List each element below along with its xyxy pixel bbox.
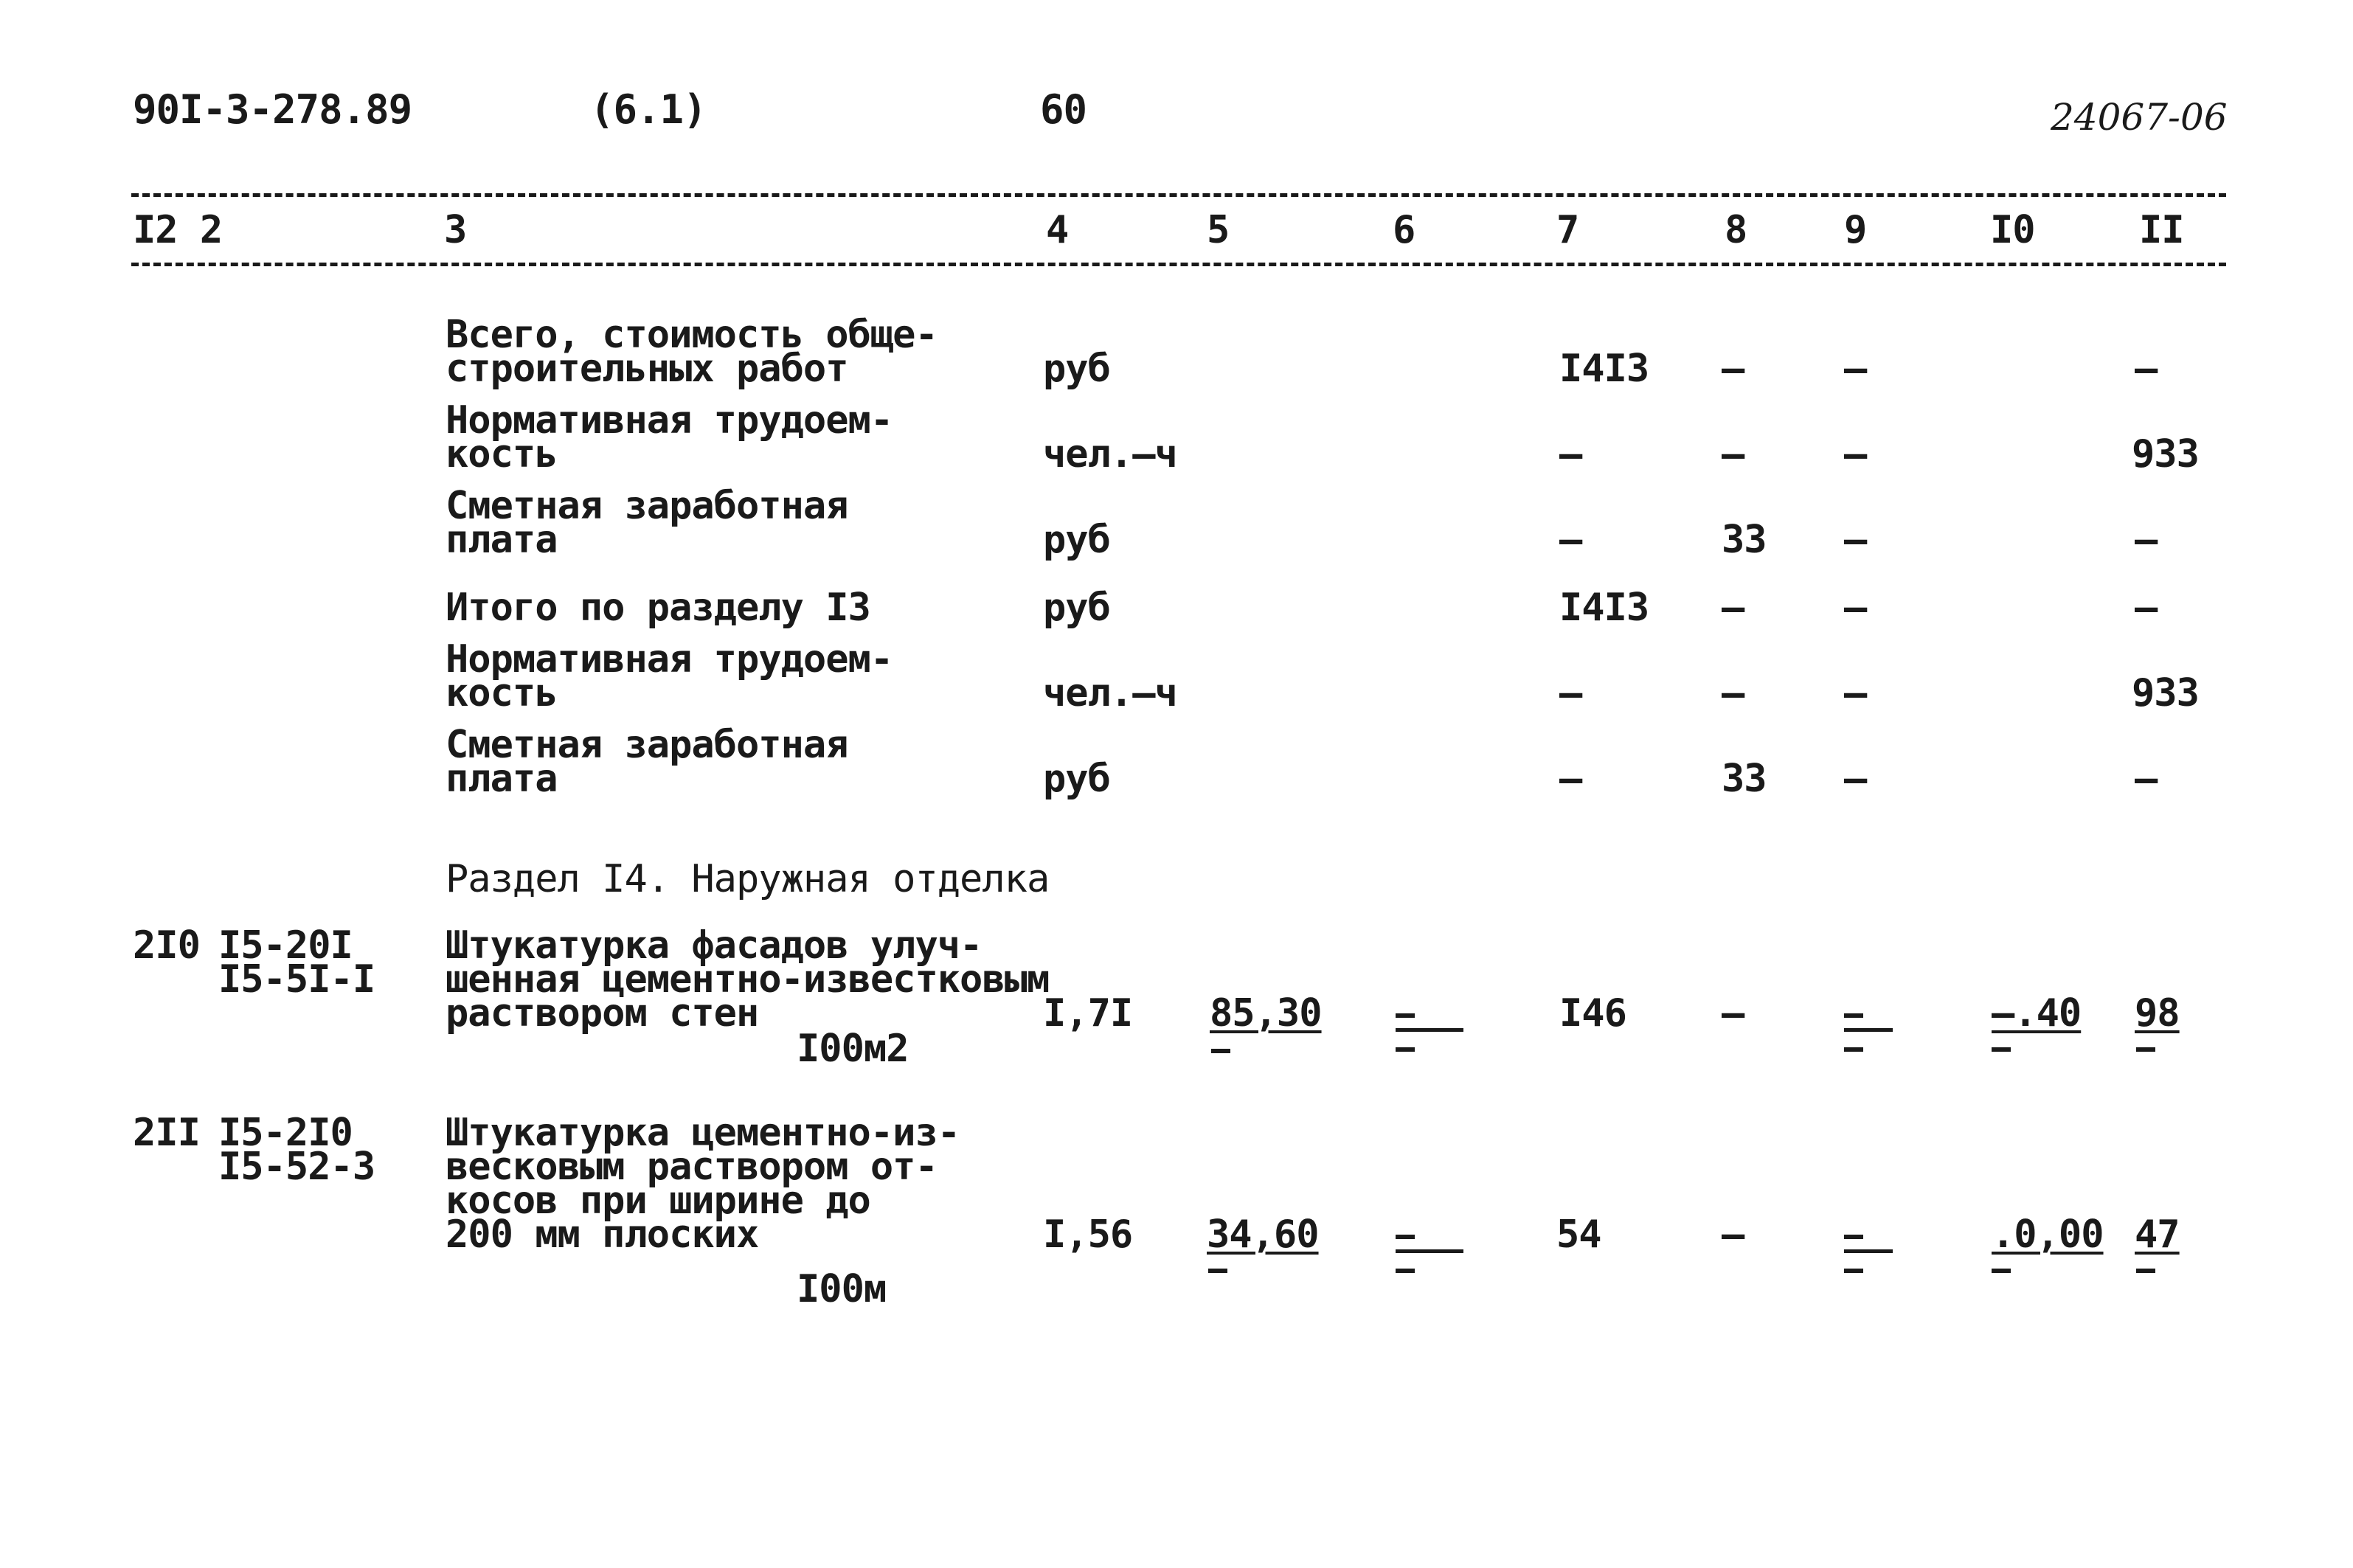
item-code: I5-52-3 — [218, 1145, 375, 1189]
cell: I,56 — [1043, 1213, 1133, 1257]
column-header: 9 — [1844, 208, 1867, 252]
item-unit: I00м — [797, 1267, 887, 1311]
cell-dash — [1992, 1047, 2011, 1052]
row-label: Сметная заработная — [446, 723, 848, 767]
column-header: 5 — [1207, 208, 1230, 252]
cell-dash — [1211, 1049, 1230, 1053]
row-unit: руб — [1043, 518, 1110, 562]
item-description: 200 мм плоских — [446, 1213, 759, 1257]
document-code: 90I-3-278.89 — [133, 86, 412, 133]
cell: – — [2135, 586, 2158, 630]
cell-dash — [1844, 1269, 1863, 1273]
item-description: косов при ширине до — [446, 1179, 870, 1223]
row-label: Всего, стоимость обще- — [446, 313, 938, 357]
cell: – — [1844, 432, 1867, 476]
cell: – — [1844, 586, 1867, 630]
cell-dash — [1208, 1269, 1227, 1273]
cell: 47 — [2135, 1213, 2180, 1257]
column-header: 8 — [1725, 208, 1747, 252]
header-rule-bottom — [131, 263, 2226, 266]
column-header: 3 — [444, 208, 467, 252]
cell: – — [1559, 757, 1582, 801]
cell: .0,00 — [1992, 1213, 2104, 1257]
cell-dash — [1844, 1013, 1863, 1018]
cell: – — [2135, 518, 2158, 562]
inventory-number: 24067-06 — [2051, 96, 2228, 139]
cell-dash — [1844, 1235, 1863, 1239]
row-label: Нормативная трудоем- — [446, 398, 893, 443]
item-description: Штукатурка фасадов улуч- — [446, 923, 983, 968]
cell-dash — [1396, 1235, 1415, 1239]
row-unit: чел.–ч — [1043, 432, 1177, 476]
cell: – — [1559, 671, 1582, 715]
cell: – — [1844, 518, 1867, 562]
row-label: Итого по разделу I3 — [446, 586, 870, 630]
cell: – — [2135, 757, 2158, 801]
item-description: Штукатурка цементно-из- — [446, 1111, 960, 1155]
cell-rule — [1396, 1249, 1463, 1253]
column-header: I2 2 — [133, 208, 223, 252]
cell: 933 — [2132, 432, 2199, 476]
cell-rule — [1396, 1028, 1463, 1032]
cell: I4I3 — [1559, 586, 1649, 630]
page-number: 60 — [1040, 86, 1087, 133]
item-number: 2I0 — [133, 923, 200, 968]
cell-dash — [1396, 1013, 1415, 1018]
cell: 933 — [2132, 671, 2199, 715]
row-label: кость — [446, 671, 558, 715]
cell: – — [1722, 586, 1744, 630]
column-header: 7 — [1556, 208, 1579, 252]
item-description: раствором стен — [446, 991, 759, 1035]
cell: – — [2135, 347, 2158, 391]
item-description: весковым раствором от- — [446, 1145, 938, 1189]
item-code: I5-2I0 — [218, 1111, 353, 1155]
cell: I46 — [1559, 991, 1626, 1035]
cell: 54 — [1556, 1213, 1601, 1257]
cell: 33 — [1722, 757, 1767, 801]
cell: 85,30 — [1210, 991, 1322, 1035]
cell-rule — [1844, 1249, 1893, 1253]
header-rule-top — [131, 193, 2226, 197]
cell: – — [1722, 432, 1744, 476]
column-header: 4 — [1046, 208, 1069, 252]
cell: – — [1559, 518, 1582, 562]
row-label: Нормативная трудоем- — [446, 637, 893, 681]
row-label: плата — [446, 518, 558, 562]
cell: 33 — [1722, 518, 1767, 562]
cell-rule — [1844, 1028, 1893, 1032]
cell: I4I3 — [1559, 347, 1649, 391]
cell-dash — [1992, 1269, 2011, 1273]
column-header: II — [2139, 208, 2184, 252]
cell: 98 — [2135, 991, 2180, 1035]
cell: – — [1844, 347, 1867, 391]
row-label: Сметная заработная — [446, 484, 848, 528]
cell: 34,60 — [1207, 1213, 1319, 1257]
cell: – — [1844, 671, 1867, 715]
cell: –.40 — [1992, 991, 2082, 1035]
document-part: (6.1) — [590, 86, 707, 133]
row-unit: руб — [1043, 586, 1110, 630]
cell-dash — [1844, 1047, 1863, 1052]
item-number: 2II — [133, 1111, 200, 1155]
cell-dash — [2136, 1047, 2155, 1052]
row-unit: руб — [1043, 757, 1110, 801]
row-unit: чел.–ч — [1043, 671, 1177, 715]
row-label: кость — [446, 432, 558, 476]
cell: – — [1722, 1213, 1744, 1257]
row-unit: руб — [1043, 347, 1110, 391]
cell: – — [1559, 432, 1582, 476]
cell: – — [1722, 991, 1744, 1035]
item-code: I5-5I-I — [218, 957, 375, 1002]
row-label: строительных работ — [446, 347, 848, 391]
row-label: плата — [446, 757, 558, 801]
item-code: I5-20I — [218, 923, 353, 968]
cell-dash — [1396, 1269, 1415, 1273]
cell: – — [1844, 757, 1867, 801]
cell: – — [1722, 347, 1744, 391]
cell-dash — [1396, 1047, 1415, 1052]
item-unit: I00м2 — [797, 1027, 909, 1071]
item-description: шенная цементно-известковым — [446, 957, 1050, 1002]
column-header: I0 — [1990, 208, 2035, 252]
column-header: 6 — [1393, 208, 1415, 252]
cell: I,7I — [1043, 991, 1133, 1035]
cell-dash — [2136, 1269, 2155, 1273]
section-title: Раздел I4. Наружная отделка — [446, 857, 1050, 901]
cell: – — [1722, 671, 1744, 715]
